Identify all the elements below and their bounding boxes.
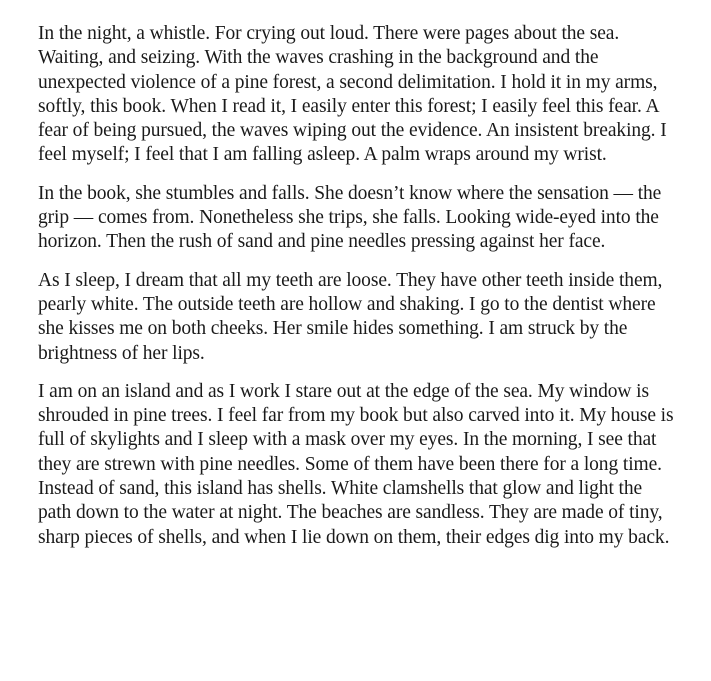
paragraph-whistle: In the night, a whistle. For crying out loud. There were pages about the sea. Waiting, and seizing. With the waves crashing in the background and the unexpected violence of a pine forest, a second delimitation. I hold it in my arms, softly, this book. When I read it, I easily enter this forest; I easily feel this fear. A fear of being pursued, the waves wiping out the evidence. An insistent breaking. I feel myself; I feel that I am falling asleep. A palm wraps around my wrist.: [38, 23, 667, 166]
paragraph-teeth: As I sleep, I dream that all my teeth are loose. They have other teeth inside them, pearly white. The outside teeth are hollow and shaking. I go to the dentist where she kisses me on both cheeks. Her smile hides something. I am struck by the brightness of her lips.: [38, 269, 663, 364]
paragraph-stumbles: In the book, she stumbles and falls. She doesn’t know where the sensation — the grip — comes from. Nonetheless she trips, she falls. Looking wide-eyed into the horizon. Then the rush of sand and pine needles pressing against her face.: [38, 182, 662, 253]
paragraph-island: I am on an island and as I work I stare out at the edge of the sea. My window is shrouded in pine trees. I feel far from my book but also carved into it. My house is full of skylights and I sleep with a mask over my eyes. In the morning, I see that they are strewn with pine needles. Some of them have been there for a long time. Instead of sand, this island has shells. White clamshells that glow and light the path down to the water at night. The beaches are sandless. They are made of tiny, sharp pieces of shells, and when I lie down on them, their edges dig into my back.: [38, 380, 674, 548]
document-body: [38, 22, 678, 564]
